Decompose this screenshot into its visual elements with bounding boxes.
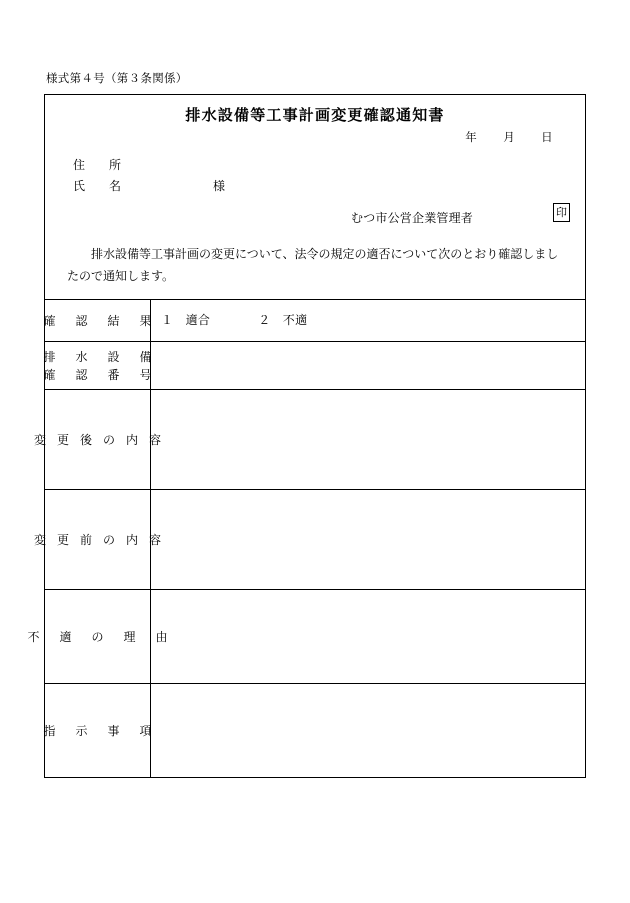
date-month-label: 月 bbox=[503, 132, 516, 144]
row-content-content-after-change[interactable] bbox=[151, 390, 585, 489]
date-day-label: 日 bbox=[541, 132, 553, 144]
row-content-confirmation-result[interactable] bbox=[151, 300, 585, 341]
row-label-drainage-number bbox=[43, 342, 156, 389]
row-label-reason-nonconforming bbox=[27, 590, 172, 683]
table-row-instructions bbox=[45, 683, 585, 777]
recipient-block bbox=[73, 155, 225, 197]
date-line bbox=[465, 129, 553, 145]
body-text: 排水設備等工事計画の変更について、法令の規定の適否について次のとおり確認しましたので通知します。 bbox=[67, 247, 559, 283]
row-label-confirmation-result bbox=[43, 300, 156, 341]
option-nonconforming[interactable]: ２ 不適 bbox=[258, 313, 308, 327]
row-label-text-line2: 確 認 番 号 bbox=[43, 367, 156, 382]
address-row bbox=[73, 155, 225, 176]
row-label-text: 指 示 事 項 bbox=[43, 723, 156, 738]
issuer-name: むつ市公営企業管理者 bbox=[351, 211, 474, 225]
date-year-label: 年 bbox=[465, 132, 478, 144]
table-row-content-before-change bbox=[34, 489, 585, 589]
form-number: 様式第４号（第３条関係） bbox=[46, 73, 188, 85]
row-label-text-line1: 排 水 設 備 bbox=[43, 349, 156, 364]
row-content-instructions[interactable] bbox=[151, 684, 585, 777]
option-conforming[interactable]: １ 適合 bbox=[161, 313, 211, 327]
row-label-content-after-change bbox=[34, 390, 166, 489]
row-label-text: 確 認 結 果 bbox=[43, 313, 156, 328]
row-content-content-before-change[interactable] bbox=[151, 490, 585, 589]
row-content-drainage-number[interactable] bbox=[151, 342, 585, 389]
table-row-reason-nonconforming bbox=[27, 589, 585, 683]
name-honorific: 様 bbox=[213, 179, 226, 193]
row-content-reason-nonconforming[interactable] bbox=[151, 590, 585, 683]
seal-stamp-box: 印 bbox=[553, 203, 570, 222]
table-row-drainage-number bbox=[45, 341, 585, 389]
row-label-text: 変 更 後 の 内 容 bbox=[34, 432, 166, 447]
row-label-text: 変 更 前 の 内 容 bbox=[34, 532, 166, 547]
row-label-instructions bbox=[43, 684, 156, 777]
document-frame bbox=[27, 94, 586, 778]
document-header bbox=[45, 95, 585, 299]
table-row-content-after-change bbox=[34, 389, 585, 489]
name-row bbox=[73, 176, 225, 197]
row-label-content-before-change bbox=[34, 490, 166, 589]
table-row-confirmation-result bbox=[45, 299, 585, 341]
address-label: 住 所 bbox=[73, 158, 128, 172]
page-title: 排水設備等工事計画変更確認通知書 bbox=[185, 108, 445, 124]
name-label: 氏 名 bbox=[73, 179, 128, 193]
row-label-text: 不 適 の 理 由 bbox=[27, 629, 172, 644]
